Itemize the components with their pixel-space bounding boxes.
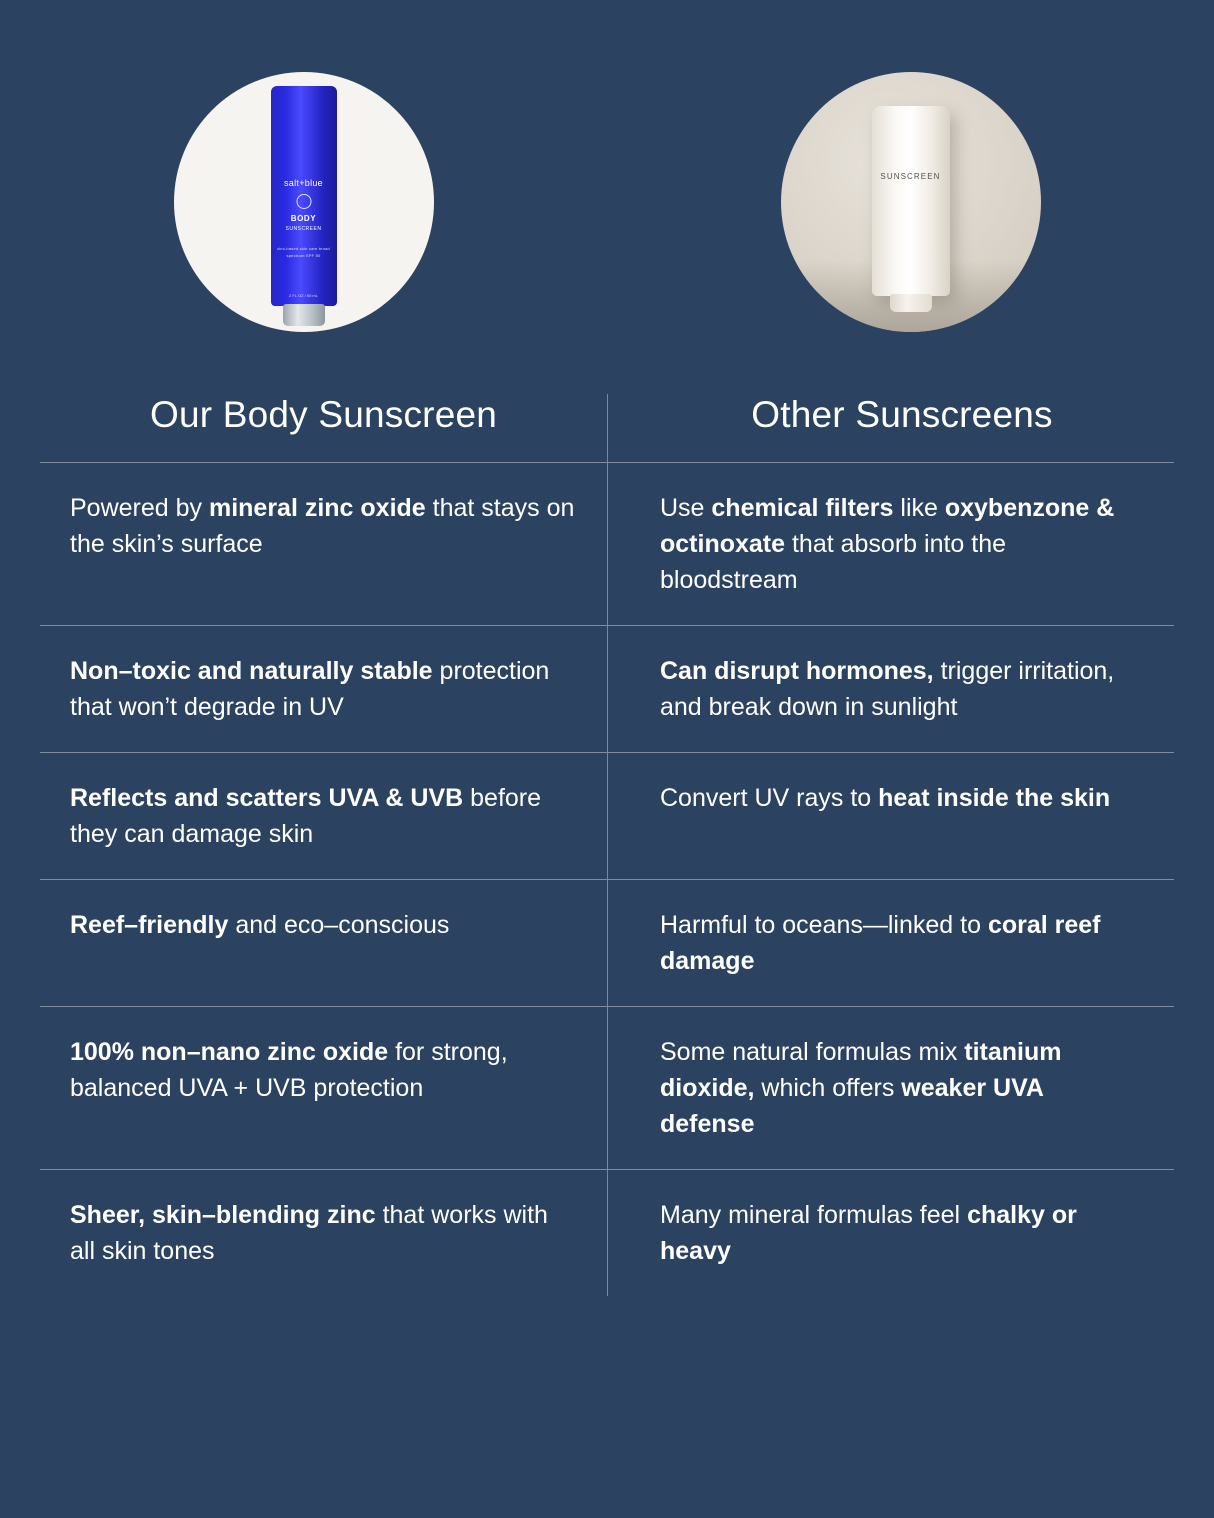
table-row	[40, 626, 1174, 752]
table-row	[40, 1007, 1174, 1169]
plain-text: Convert UV rays to	[660, 784, 879, 812]
tube-fine-print: zinc-based skin care broad spectrum SPF 50	[276, 246, 330, 258]
brand-mark-icon	[296, 194, 311, 209]
our-column-title: Our Body Sunscreen	[149, 394, 498, 435]
tube-product-sublabel: SUNSCREEN	[285, 226, 322, 232]
plain-text: trigger irritation, and break down in sunlight	[660, 657, 1115, 721]
cell-others	[607, 880, 1174, 1006]
emphasis-text: coral reef damage	[660, 911, 1101, 975]
plain-text: that works with all skin tones	[70, 1201, 548, 1265]
cell-others	[607, 626, 1174, 752]
plain-text: Some natural formulas mix	[660, 1038, 965, 1066]
emphasis-text: Reef–friendly	[70, 911, 229, 939]
cell-text	[70, 780, 577, 852]
plain-text: before they can damage skin	[70, 784, 542, 848]
product-image-left-cell	[0, 72, 607, 332]
table-body	[40, 463, 1174, 1296]
cell-text	[660, 490, 1144, 598]
cell-others	[607, 463, 1174, 625]
cell-text	[70, 1034, 577, 1106]
our-product-image	[174, 72, 434, 332]
cell-others	[607, 753, 1174, 879]
column-header-others	[607, 394, 1174, 462]
cell-text	[660, 780, 1144, 816]
cell-others	[607, 1170, 1174, 1296]
cell-text	[660, 653, 1144, 725]
white-tube-label: SUNSCREEN	[880, 172, 941, 181]
emphasis-text: Reflects and scatters UVA & UVB	[70, 784, 464, 812]
table-row	[40, 1170, 1174, 1296]
cell-ours	[40, 1007, 607, 1169]
cell-text	[660, 1197, 1144, 1269]
plain-text: Use	[660, 494, 712, 522]
emphasis-text: heat inside the skin	[878, 784, 1111, 812]
tube-product-label: BODY	[290, 214, 317, 223]
emphasis-text: weaker UVA defense	[660, 1074, 1044, 1138]
emphasis-text: chalky or heavy	[660, 1201, 1077, 1265]
plain-text: Many mineral formulas feel	[660, 1201, 968, 1229]
product-image-row	[0, 0, 1214, 332]
cell-text	[70, 490, 577, 562]
table-row	[40, 753, 1174, 879]
cell-text	[70, 1197, 577, 1269]
cell-ours	[40, 1170, 607, 1296]
emphasis-text: titanium dioxide,	[660, 1038, 1062, 1102]
cell-ours	[40, 880, 607, 1006]
tube-cap-icon	[283, 304, 325, 326]
cell-text	[660, 1034, 1144, 1142]
plain-text: that absorb into the bloodstream	[660, 530, 1007, 594]
emphasis-text: mineral zinc oxide	[208, 494, 426, 522]
white-tube-graphic	[872, 106, 950, 296]
cell-others	[607, 1007, 1174, 1169]
cell-ours	[40, 463, 607, 625]
emphasis-text: Can disrupt hormones,	[660, 657, 934, 685]
emphasis-text: Non–toxic and naturally stable	[70, 657, 433, 685]
other-product-image	[781, 72, 1041, 332]
table-header-row	[40, 394, 1174, 462]
product-image-right-cell	[607, 72, 1214, 332]
cell-text	[70, 907, 577, 943]
plain-text: Powered by	[70, 494, 209, 522]
plain-text: protection that won’t degrade in UV	[70, 657, 550, 721]
tube-brand-label: salt+blue	[284, 178, 323, 188]
emphasis-text: 100% non–nano zinc oxide	[70, 1038, 389, 1066]
blue-tube-graphic	[271, 86, 337, 306]
table-row	[40, 463, 1174, 625]
cell-ours	[40, 626, 607, 752]
plain-text: that stays on the skin’s surface	[70, 494, 575, 558]
cell-text	[660, 907, 1144, 979]
plain-text: which offers	[754, 1074, 902, 1102]
other-column-title: Other Sunscreens	[751, 394, 1053, 435]
emphasis-text: oxybenzone & octinoxate	[660, 494, 1115, 558]
cell-text	[70, 653, 577, 725]
table-row	[40, 880, 1174, 1006]
comparison-table	[0, 394, 1214, 1296]
plain-text: Harmful to oceans—linked to	[660, 911, 988, 939]
plain-text: like	[893, 494, 945, 522]
white-tube-cap-icon	[890, 294, 932, 312]
plain-text: for strong, balanced UVA + UVB protection	[70, 1038, 508, 1102]
cell-ours	[40, 753, 607, 879]
column-header-ours	[40, 394, 607, 462]
tube-size-label: 2 FL OZ / 60 mL	[289, 293, 318, 298]
plain-text: and eco–conscious	[228, 911, 450, 939]
emphasis-text: chemical filters	[711, 494, 894, 522]
emphasis-text: Sheer, skin–blending zinc	[70, 1201, 376, 1229]
